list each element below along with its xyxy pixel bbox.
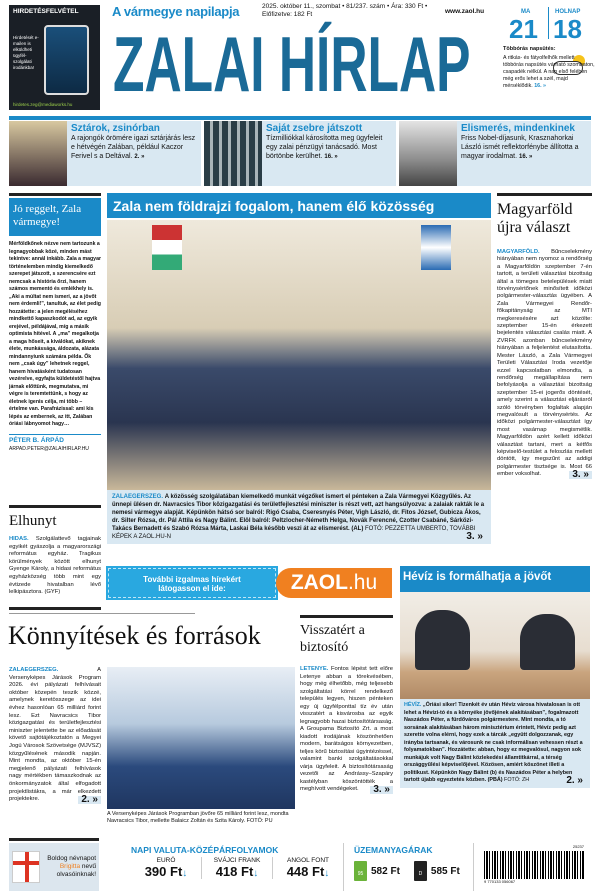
page-ref[interactable]: 3. » [370,786,393,794]
editorial-author: PÉTER B. ÁRPÁD [9,434,101,444]
heviz-photo [400,592,590,699]
weather-title: Többórás napsütés: [503,46,556,52]
weather-tomorrow-label: HOLNAP [555,9,581,15]
arrow-down-icon: ↓ [182,868,188,879]
magyarfold-text: MAGYARFÖLD. Bűncselekmény hiányában nem nyomoz a rendőrség a Magyarföldön szeptember 7-én tartott, a területi választási bizottság által a tömeges betelepülések miatt törvénysértőnek minősített időközi polgármester-választás ügyében. A Zala Vármegyei Rendőr-főkapitányság az MTI megkeresésére azt közölte: szeptember 15-én érkezett bejelentés választási csalás miatt. A ZVRFK azonban bűncselekmény hiányában a feljelentést elutasította. Mester László, a Zala Vármegyei Területi Választási Iroda vezetője ezzel kapcsolatban elmondta, a rendőrség megállapítása nem befolyásolja a választási bizottság szeptember 15-ei jogerős döntését, amely szerint a választási eljárásról szóló törvényben foglaltak alapján megvalósult a törvénysértés. Az időközi polgármester-választást így most vasárnap megismétlik. Magyarföldön azért kellett időközi választást tartani, mert a kétfős képviselő-testület a feloszlás mellett döntött, így megszűnt az addigi polgármester tisztsége is. Most 66 ember voksolhat. 3. » [497,249,592,481]
fx-item [202,857,273,879]
page-ref[interactable]: 3. » [569,471,592,478]
teaser-title: Elismerés, mindenkinek [461,123,575,134]
teaser-item[interactable] [399,121,591,186]
teaser-text: Friss Nobel-díjasunk, Krasznahorkai László ismét reflektorfénybe állította a magyar irodalmat. [461,135,579,160]
fuel-title: ÜZEMANYAGÁRAK [354,845,433,855]
page-ref[interactable]: 2. » [563,777,586,785]
barcode: 25237 9 770133 056067 [484,844,584,884]
banner-text: További izgalmas hírekért látogasson el ide: [108,568,276,598]
biztosito-title[interactable]: Visszatért a biztosító [300,623,365,655]
issue-meta: 2025. október 11., szombat • 81/237. szám • Ára: 330 Ft • Előfizetve: 182 Ft [262,3,428,18]
arrow-down-icon: ↓ [324,868,330,879]
weather-tomorrow-temp: 18 [553,14,582,44]
kony-caption: A Versenyképes Járások Programban jövőre 65 milliárd forint lesz, mondta Navracsics Tibor, mellette Balaicz Zoltán és Szita Károly. FOTÓ: PU [107,811,289,824]
teaser-item[interactable] [204,121,396,186]
fuel-value: 582 Ft [371,865,400,877]
fx-label: EURÓ [156,857,176,864]
lead-article [107,193,491,544]
kony-title[interactable]: Könnyítések és források [8,621,261,650]
teaser-item[interactable] [9,121,201,186]
nameday-box: Boldog névnapot Brigitta nevű olvasóinknak! [9,843,99,891]
gift-icon [12,851,40,883]
heviz-article [400,566,590,788]
heviz-title[interactable]: Hévíz is formálhatja a jövőt [400,566,590,592]
tagline: A vármegye napilapja [112,4,240,19]
fuel-pump-icon: D [414,861,427,881]
page-ref[interactable]: 3. » [463,533,486,541]
lead-caption: ZALAEGERSZEG. A közösség szolgálatában kiemelkedő munkát végzőket ismert el pénteken a Zala Vármegyei Közgyűlés. Az ünnepi ülésen dr. Navracsics Tibor közigazgatási és területfejlesztési miniszter is részt vett, azt hangsúlyozva: a zalaiak rakták le a nemesi vármegye alapját. Képünkön hátsó sor balról: Rigó Csaba, Cseresnyés Péter, Vigh László, dr. Fitos József, Gubicza Ákos, dr. Silter Rózsa, dr. Pál Attila és Nagy Bálint. Elöl balról: Peltzlocher-Németh Helga, Novák Ferencné, Czotter Csabáné, Sárközi-Takács Bernadett és Szabó Rózsa Márta, Laskai Béla később veszi át az elismerést. (AL) FOTÓ: PEZZETTA UMBERTO, TOVÁBBI KÉPEK A ZAOL.HU-N 3. » [107,490,491,544]
website[interactable]: www.zaol.hu [445,8,485,15]
teaser-photo [204,121,262,186]
fuel-pump-icon: 95 [354,861,367,881]
teaser-photo [9,121,67,186]
fx-value: 390 Ft [144,864,183,879]
fx-title: NAPI VALUTA-KÖZÉPÁRFOLYAMOK [131,845,279,855]
fuel-value: 585 Ft [430,865,460,877]
ad-text: Hirdetését e-mailen is elküldheti ügyfél-szolgálati irodánkba! [13,35,39,70]
teaser-text: A rajongók örömére igazi sztárjárás lesz e hétvégén Zalában, például Kaczor Ferivel s a Deltával. [71,135,196,160]
fuel-prices [344,843,474,891]
weather-today-label: MA [521,9,531,15]
ad-email[interactable]: hirdetes.zeg@mediaworks.hu [13,102,73,107]
editorial [9,193,101,452]
fx-label: SVÁJCI FRANK [213,857,261,864]
obituary-title: Elhunyt [9,513,57,529]
lead-title[interactable]: Zala nem földrajzi fogalom, hanem élő közösség [107,193,491,218]
teaser-text: Tízmilliókkal károsította meg ügyfeleit egy zalai pénzügyi tanácsadó. Most börtönbe kerülhet. [266,135,383,160]
weather [503,5,595,110]
teaser-ref: 16. » [324,154,338,160]
weather-today-temp: 21 [509,14,538,44]
teaser-photo [399,121,457,186]
page-ref[interactable]: 2. » [78,796,101,804]
biztosito-text: LETENYE. Fontos lépést tett előre Letenye abban a törekvésében, hogy még élhetőbb, még teljesebb szolgáltatási körrel rendelkező település legyen, hiszen pénteken egy új ügyfélponttal tíz év után visszatért a kisvárosba az egyik legnagyobb hazai biztosítótársaság. A Groupama Biztosító Zrt. a most kiadott irodájának köszönhetően modern, barátságos környezetben, teljes körű biztosítási ügyintézéssel, valamint banki szolgáltatásokkal várja ügyfeleit. A biztosítótársaság vezetői az Andrássy–Szapáry kastélyban köszöntötték a meghívott vendégeket. 3. » [300,666,393,795]
flags [152,225,182,270]
fuel-item [354,861,400,881]
teaser-ref: 2. » [134,154,145,160]
teaser-title: Sztárok, zsinórban [71,123,160,134]
editorial-title: Jó reggelt, Zala vármegye! [9,198,101,236]
footer [9,843,594,891]
editorial-email[interactable]: ARPAD.PETER@ZALAIHIRLAP.HU [9,445,89,452]
fx-item [131,857,202,879]
zaol-logo: ZAOL.hu [276,568,392,598]
arrow-down-icon: ↓ [253,868,259,879]
ad-title: HIRDETÉSFELVÉTEL [13,8,79,15]
heviz-caption: HÉVÍZ. „Óriási siker! Tizenkét év után Hévíz városa hivatalosan is ott lehet a Hévízi-tó és a környéke jövőjének alakításában”, fogalmazott Naszádos Péter, a fürdőváros polgármestere. Mint mondta, a tó sorsának alakításában három minisztérium érintett, Hévíz pedig azt szerette volna elérni, hogy ezek a tárcák „együtt dolgozzanak, egy irányba tartsanak, és városunk ne csak informálisan vehessen részt a folyamatokban”. Hozzátette: abban, hogy ez megvalósul, nagyon sok munkájuk volt Nagy Bálint közlekedési államtitkárral, a térség országgyűlési képviselőjével. Közösen, amiért köszönet illeti a politikust. Képünkön Nagy Bálint (b) és Naszádos Péter a helyben tartott újabb egyeztetés közben. (PBÁ) FOTÓ: ZH 2. » [400,699,590,788]
teaser-title: Saját zsebre játszott [266,123,363,134]
fx-value: 418 Ft [215,864,254,879]
obituary [9,505,101,610]
fx-value: 448 Ft [286,864,325,879]
weather-text: A ritkás- és fátyolfelhők mellett többórás napsütés várható szombaton, csapadék nélkül. A nap első felében még erős lehet a szél, majd mérséklődik. 16. » [503,55,595,89]
editorial-text: Mérföldkőnek nézve nem tartozunk a legnagyobbak közé, minden mást tekintve: annál inkább. Zala a magyar történelemben mindig kiemelkedő szerepet játszott, s szerencsére ezt nemcsak a história őrzi, hanem számos mementó és emlékhely is. „Aki a múltat nem ismeri, az a jövőt nem érdemli!”, tanultuk, az élet pedig hozzátette: a jelen megéléséhez mindkettő kapaszkodót ad, az egyik erejével, példájával, míg a másik optimista hitével. A „ma” megalkotja a maga hőseit, a kiválókat, akiknek élete, munkássága, áldozata, alázata mindannyiunk számára példa. Ők nem „csak úgy” lehetnek reggel, hanem hivatásként tudatosan vezérelve, egyfajta küldetéstől hajtva járnak előttünk, megmutatva, mi végre is teremtettünk, s hogy az életnek igenis célja, mi több – értelme van. Parafrázissal: ami kis lépés az embernek, az itt, Zalában óriási lábnyomot hagy… [9,241,101,427]
ad-top[interactable] [9,5,100,110]
fuel-item [414,861,460,881]
zaol-banner[interactable] [108,568,392,598]
obituary-text: HIDAS. Szolgálattevő tagjainak egyikét gyászolja a magyarországi református egyház. Tragikus körülmények között elhunyt Gyenge Károly, a hidasi református egyházközség több mint egy évtizede hivatalban lévő lelkipásztora. (GYF) [9,536,101,596]
tablet-image [44,25,89,95]
fx-rates [99,843,344,891]
fx-label: ANGOL FONT [286,857,329,864]
fx-item [273,857,343,879]
magyarfold-article [497,193,592,479]
kony-text: ZALAEGERSZEG. A Versenyképes Járások Program 2026. évi pályázati felhívásait október közepén teszik közzé, amelynek keretösszege az idei évhez hasonlóan 65 milliárd forint lesz. Ezt Navracsics Tibor közigazgatási és területfejlesztési miniszter jelentette be az előadását követő sajtótájékoztatón a Megyei Jogú Városok Szövetsége (MJVSZ) közgyűlésének második napján. Mint mondta, az október 15-én megjelenő pályázati felhívások nagy mértékben támaszkodnak az önkormányzatok által elfogadott projektlistákra, a már elkezdett projektekre. 2. » [9,667,101,806]
kony-photo [107,667,295,809]
masthead-title: ZALAI HÍRLAP [113,20,471,108]
magyarfold-title[interactable]: Magyarföld újra választ [497,201,573,236]
teaser-bar [9,121,591,186]
biztosito-article [300,615,393,794]
teaser-ref: 16. » [518,154,533,160]
lead-photo [107,220,491,490]
